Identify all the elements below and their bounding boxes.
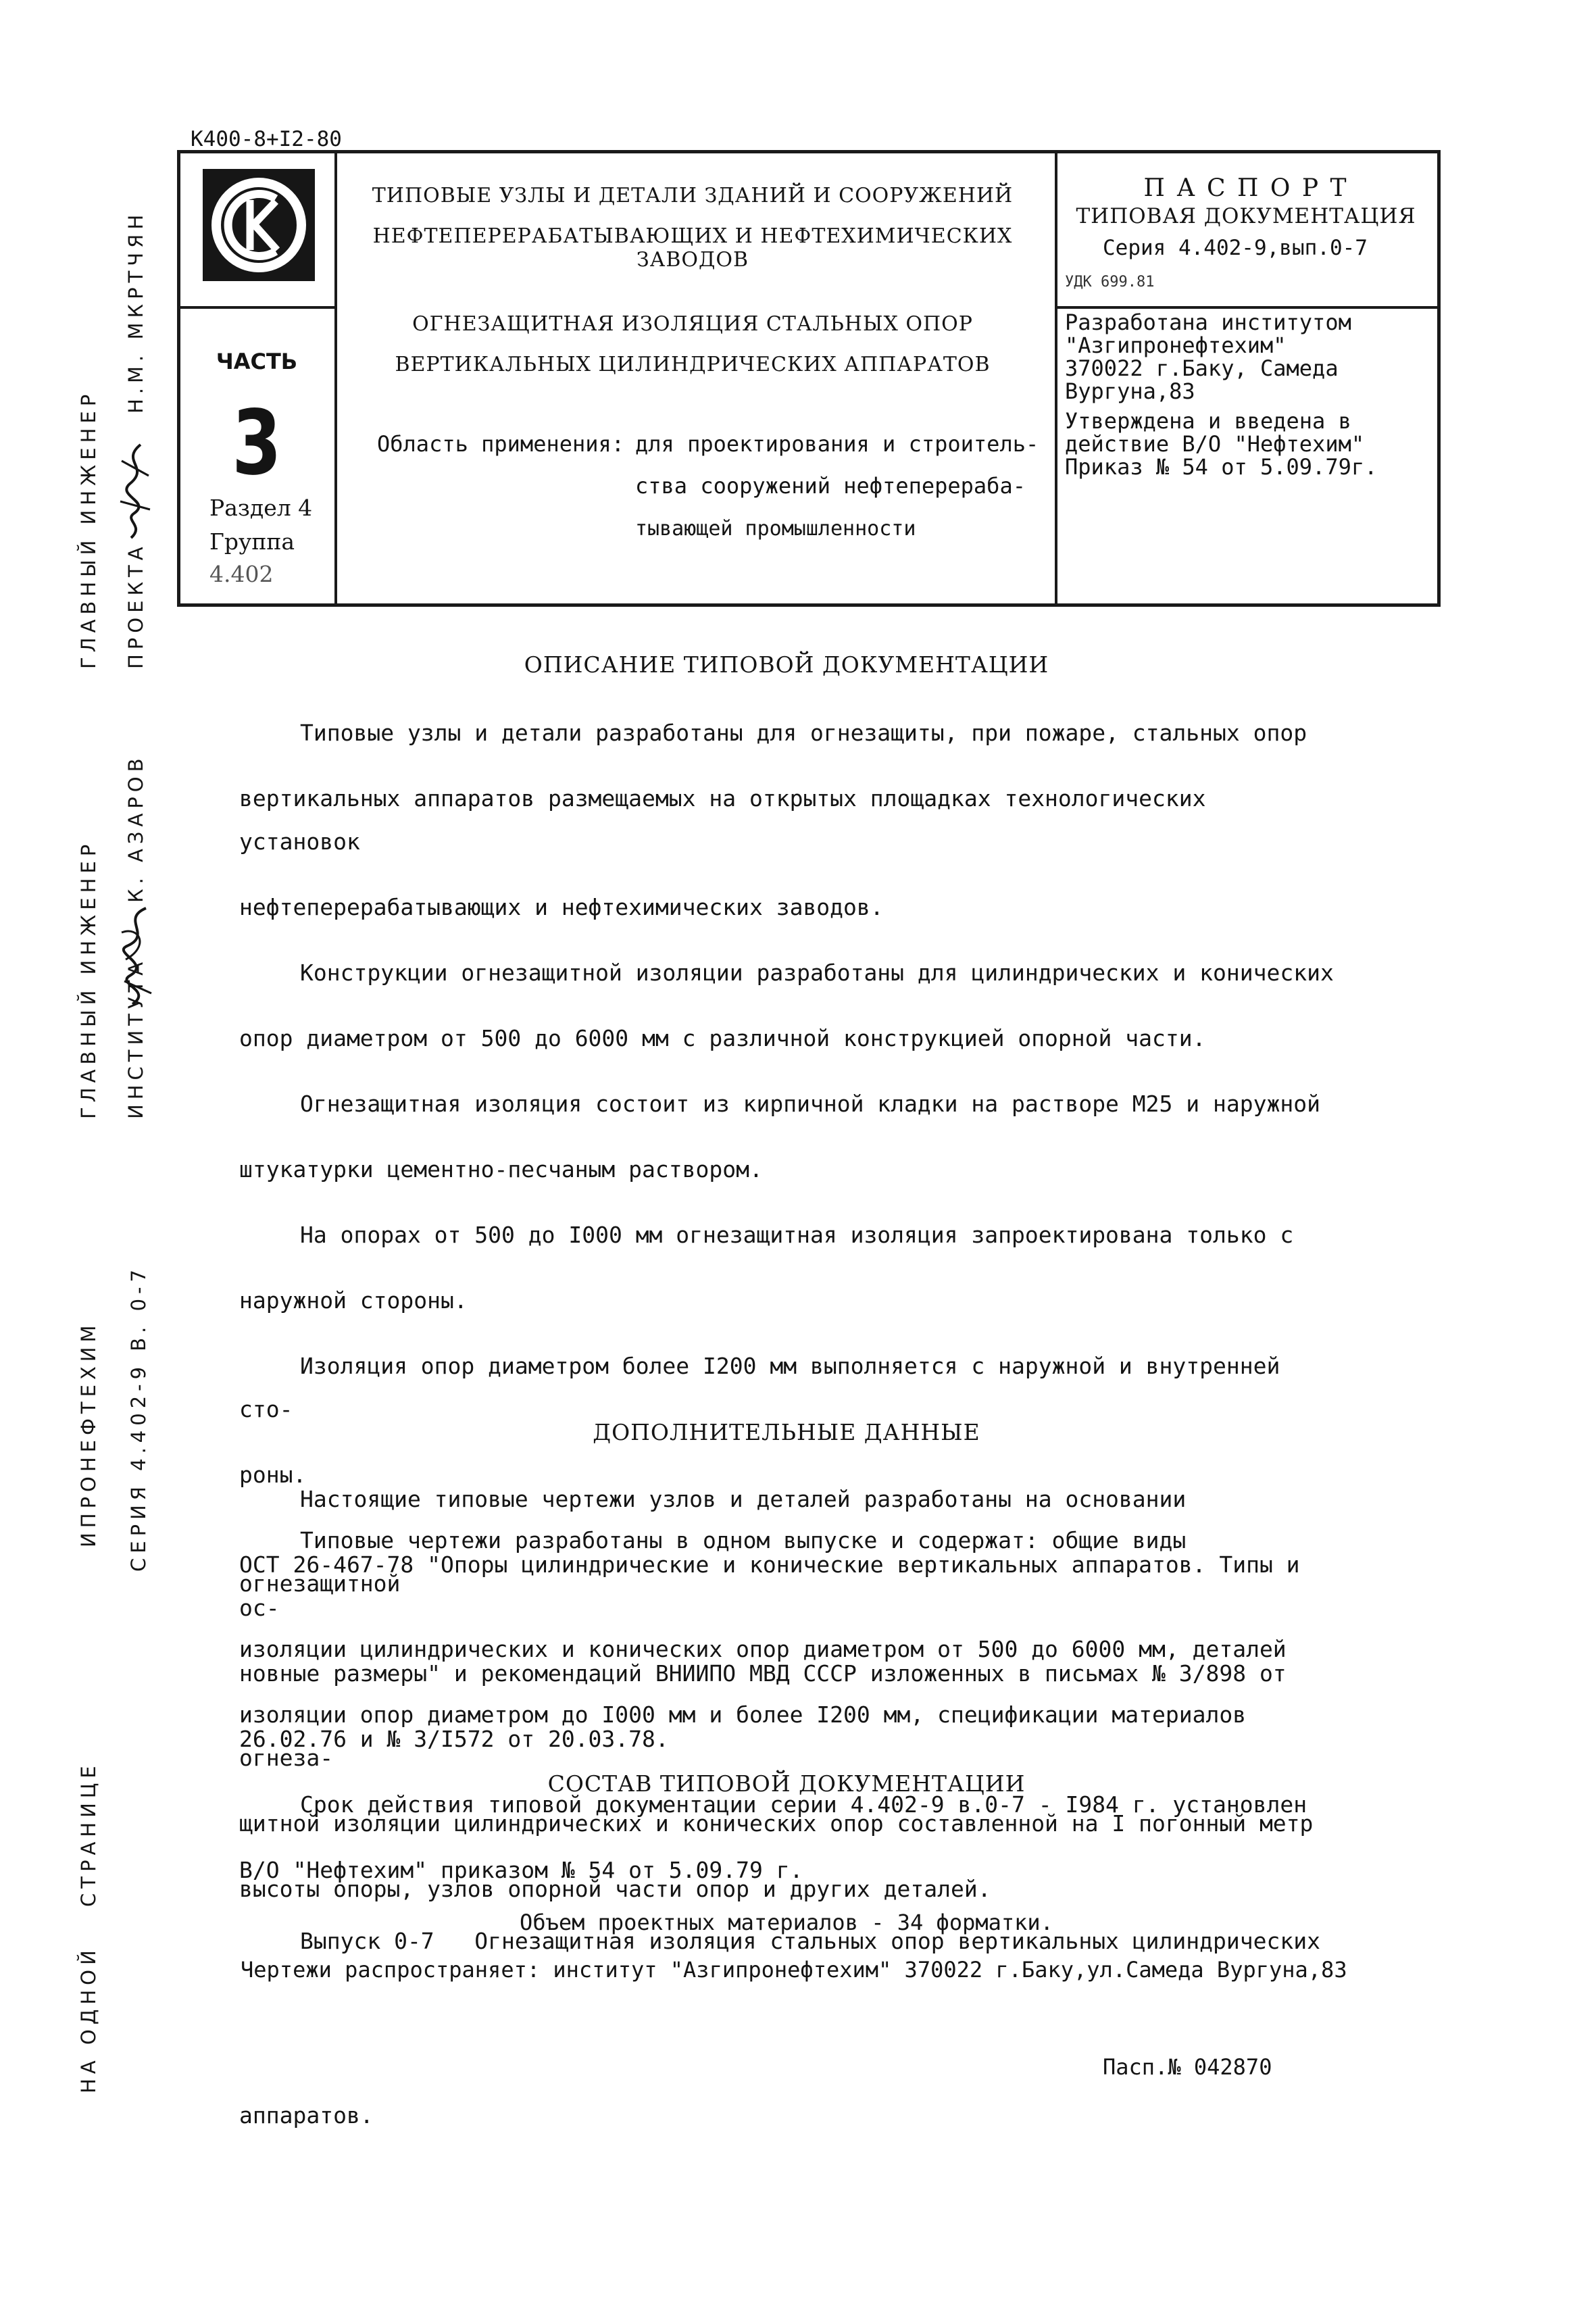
text-line: Настоящие типовые чертежи узлов и деталей разработаны на основании: [300, 1486, 1187, 1512]
text-line: штукатурки цементно-песчаным раствором.: [239, 1156, 763, 1183]
scope-line-1: для проектирования и строитель-: [635, 431, 1039, 457]
developer-line-1: Разработана институтом: [1065, 309, 1351, 335]
text-line: наружной стороны.: [239, 1287, 468, 1314]
text-line: На опорах от 500 до I000 мм огнезащитная изоляция запроектирована только с: [300, 1222, 1294, 1248]
text-line: Огнезащитная изоляция состоит из кирпичной кладки на растворе М25 и наружной: [300, 1091, 1320, 1117]
series-number: Серия 4.402-9,вып.0-7: [1103, 236, 1368, 260]
sidebar-organization: ИПРОНЕФТЕХИМ: [77, 1320, 100, 1547]
developer-line-2: "Азгипронефтехим": [1065, 332, 1287, 358]
developer-line-4: Вургуна,83: [1065, 378, 1195, 404]
sidebar-on-one: НА ОДНОЙ: [77, 1945, 100, 2093]
approval-line-1: Утверждена и введена в: [1065, 408, 1351, 434]
text-line: щитной изоляции цилиндрических и конических опор составленной на I погонный метр: [239, 1810, 1314, 1837]
ck-logo-icon: [203, 169, 315, 281]
additional-heading: ДОПОЛНИТЕЛЬНЫЕ ДАННЫЕ: [593, 1419, 980, 1445]
group-value: 4.402: [209, 561, 274, 587]
document-code: К400-8+I2-80: [191, 127, 342, 151]
section-label: Раздел 4: [209, 495, 313, 521]
passport-number: Пасп.№ 042870: [1103, 2054, 1272, 2080]
text-line: В/О "Нефтехим" приказом № 54 от 5.09.79 г.: [239, 1857, 803, 1883]
title-line-1: ТИПОВЫЕ УЗЛЫ И ДЕТАЛИ ЗДАНИЙ И СООРУЖЕНИЙ: [372, 184, 1014, 207]
sidebar-page-word: СТРАНИЦЕ: [77, 1761, 100, 1907]
group-label: Группа: [209, 528, 295, 555]
sidebar-project-name: Н.М. МКРТЧЯН: [124, 209, 147, 414]
text-line: изоляции опор диаметром до I000 мм и более I200 мм, спецификации материалов огнеза-: [239, 1701, 1247, 1771]
distribution-line: Чертежи распространяет: институт "Азгипронефтехим" 370022 г.Баку,ул.Самеда Вургуна,83: [241, 1957, 1347, 1983]
title-line-2: НЕФТЕПЕРЕРАБАТЫВАЮЩИХ И НЕФТЕХИМИЧЕСКИХ ЗАВОДОВ: [372, 224, 1013, 272]
sidebar-chief-engineer-institute: ГЛАВНЫЙ ИНЖЕНЕР: [77, 839, 100, 1119]
text-line: ОСТ 26-467-78 "Опоры цилиндрические и конические вертикальных аппаратов. Типы и ос-: [239, 1551, 1300, 1621]
text-line: Конструкции огнезащитной изоляции разработаны для цилиндрических и конических: [300, 960, 1334, 986]
text-line: нефтеперерабатывающих и нефтехимических заводов.: [239, 894, 884, 920]
text-line: Выпуск 0-7 Огнезащитная изоляция стальных опор вертикальных цилиндрических: [300, 1928, 1320, 1954]
part-label: ЧАСТЬ: [216, 349, 298, 374]
description-heading: ОПИСАНИЕ ТИПОВОЙ ДОКУМЕНТАЦИИ: [524, 651, 1049, 678]
sidebar-institute-word: ИНСТИТУТА: [124, 957, 147, 1119]
volume-line: Объем проектных материалов - 34 форматки.: [520, 1910, 1053, 1935]
text-line: новные размеры" и рекомендаций ВНИИПО МВД СССР изложенных в письмах № 3/898 от: [239, 1660, 1287, 1687]
composition-body: [239, 1811, 1334, 2203]
scope-line-3: тывающей промышленности: [635, 517, 916, 541]
scope-label: Область применения:: [377, 431, 625, 457]
signature-project-icon: [114, 441, 157, 542]
text-line: Типовые узлы и детали разработаны для огнезащиты, при пожаре, стальных опор: [300, 720, 1307, 746]
passport-title: П А С П О Р Т: [1143, 174, 1349, 202]
approval-line-3: Приказ № 54 от 5.09.79г.: [1065, 454, 1378, 480]
udk-code: УДК 699.81: [1065, 274, 1155, 291]
composition-heading: СОСТАВ ТИПОВОЙ ДОКУМЕНТАЦИИ: [547, 1770, 1026, 1797]
signature-institute-icon: [112, 905, 159, 1007]
text-line: 26.02.76 и № 3/I572 от 20.03.78.: [239, 1726, 669, 1752]
text-line: Изоляция опор диаметром более I200 мм выполняется с наружной и внутренней сто-: [239, 1353, 1280, 1422]
developer-line-3: 370022 г.Баку, Самеда: [1065, 355, 1339, 381]
part-number: 3: [232, 391, 282, 495]
sidebar-series: СЕРИЯ 4.402-9 В. 0-7: [127, 1265, 150, 1572]
scope-line-2: ства сооружений нефтеперераба-: [635, 473, 1026, 499]
text-line: роны.: [239, 1462, 307, 1488]
text-line: Срок действия типовой документации серии 4.402-9 в.0-7 - I984 г. установлен: [300, 1791, 1307, 1818]
text-line: аппаратов.: [239, 2102, 374, 2129]
text-line: изоляции цилиндрических и конических опор диаметром от 500 до 6000 мм, деталей: [239, 1636, 1287, 1662]
sidebar-chief-engineer-project: ГЛАВНЫЙ ИНЖЕНЕР: [77, 389, 100, 669]
text-line: Типовые чертежи разработаны в одном выпуске и содержат: общие виды огнезащитной: [239, 1527, 1187, 1597]
subject-line-2: ВЕРТИКАЛЬНЫХ ЦИЛИНДРИЧЕСКИХ АППАРАТОВ: [395, 353, 991, 376]
text-line: опор диаметром от 500 до 6000 мм с различной конструкцией опорной части.: [239, 1025, 1206, 1051]
sidebar-project-word: ПРОЕКТА: [124, 542, 147, 669]
subject-line-1: ОГНЕЗАЩИТНАЯ ИЗОЛЯЦИЯ СТАЛЬНЫХ ОПОР: [412, 312, 973, 336]
doc-type: ТИПОВАЯ ДОКУМЕНТАЦИЯ: [1076, 204, 1416, 228]
text-line: высоты опоры, узлов опорной части опор и других деталей.: [239, 1876, 991, 1902]
sidebar-institute-name: К. АЗАРОВ: [124, 753, 147, 903]
approval-line-2: действие В/О "Нефтехим": [1065, 431, 1365, 457]
text-line: вертикальных аппаратов размещаемых на открытых площадках технологических установок: [239, 785, 1206, 855]
